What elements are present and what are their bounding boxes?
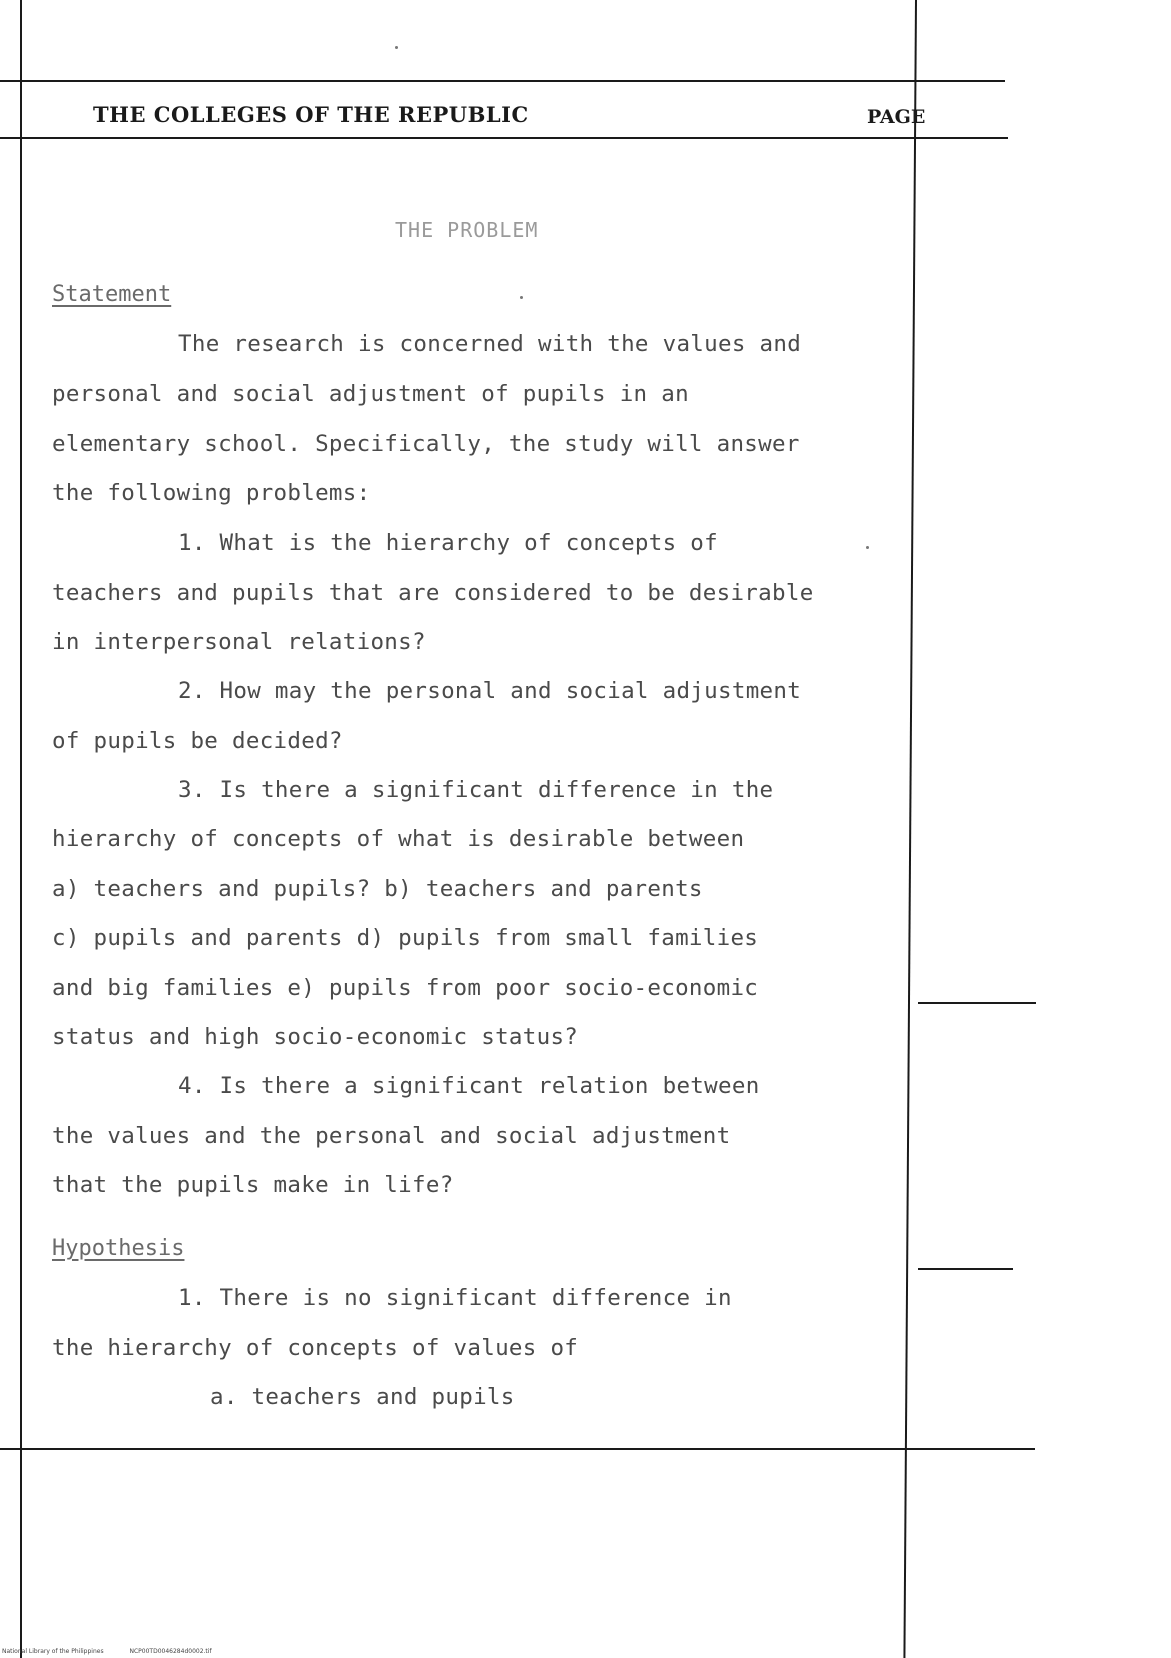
page-label: PAGE — [867, 106, 926, 128]
text-line: 3. Is there a significant difference in the — [178, 777, 774, 803]
text-line: The research is concerned with the values and — [178, 331, 802, 357]
header-top-rule — [0, 80, 1005, 82]
text-line: c) pupils and parents d) pupils from small families — [52, 925, 759, 951]
section-title: THE PROBLEM — [395, 218, 539, 242]
header-bottom-rule — [0, 137, 1008, 139]
footer-library: National Library of the Philippines — [2, 1648, 104, 1655]
text-line: that the pupils make in life? — [52, 1172, 454, 1198]
scan-speck — [520, 296, 523, 299]
scan-footer — [2, 1648, 236, 1655]
text-line: and big families e) pupils from poor socio-economic — [52, 975, 759, 1001]
text-line: 2. How may the personal and social adjustment — [178, 678, 802, 704]
text-line: hierarchy of concepts of what is desirable between — [52, 826, 745, 852]
margin-mark-right-1 — [918, 1002, 1036, 1004]
hypothesis-heading: Hypothesis — [52, 1236, 185, 1261]
right-margin-line — [903, 0, 917, 1658]
statement-heading: Statement — [52, 282, 172, 307]
footer-file-id: NCP00TD0046284d0002.tif — [129, 1648, 212, 1655]
text-line: the values and the personal and social adjustment — [52, 1123, 731, 1149]
left-margin-line — [20, 0, 22, 1658]
text-line: personal and social adjustment of pupils in an — [52, 381, 689, 407]
margin-mark-right-2 — [918, 1268, 1013, 1270]
text-line: of pupils be decided? — [52, 728, 343, 754]
scan-speck — [866, 546, 869, 549]
text-line: elementary school. Specifically, the study will answer — [52, 431, 800, 457]
text-line: 4. Is there a significant relation between — [178, 1073, 760, 1099]
scan-speck — [395, 46, 398, 49]
text-line: a. teachers and pupils — [210, 1384, 515, 1410]
text-line: teachers and pupils that are considered to be desirable — [52, 580, 814, 606]
text-line: a) teachers and pupils? b) teachers and parents — [52, 876, 703, 902]
footer-rule — [0, 1448, 1035, 1450]
text-line: in interpersonal relations? — [52, 629, 426, 655]
text-line: the hierarchy of concepts of values of — [52, 1335, 579, 1361]
text-line: status and high socio-economic status? — [52, 1024, 579, 1050]
text-line: 1. What is the hierarchy of concepts of — [178, 530, 718, 556]
text-line: 1. There is no significant difference in — [178, 1285, 732, 1311]
institution-header: THE COLLEGES OF THE REPUBLIC — [93, 102, 529, 127]
text-line: the following problems: — [52, 480, 371, 506]
